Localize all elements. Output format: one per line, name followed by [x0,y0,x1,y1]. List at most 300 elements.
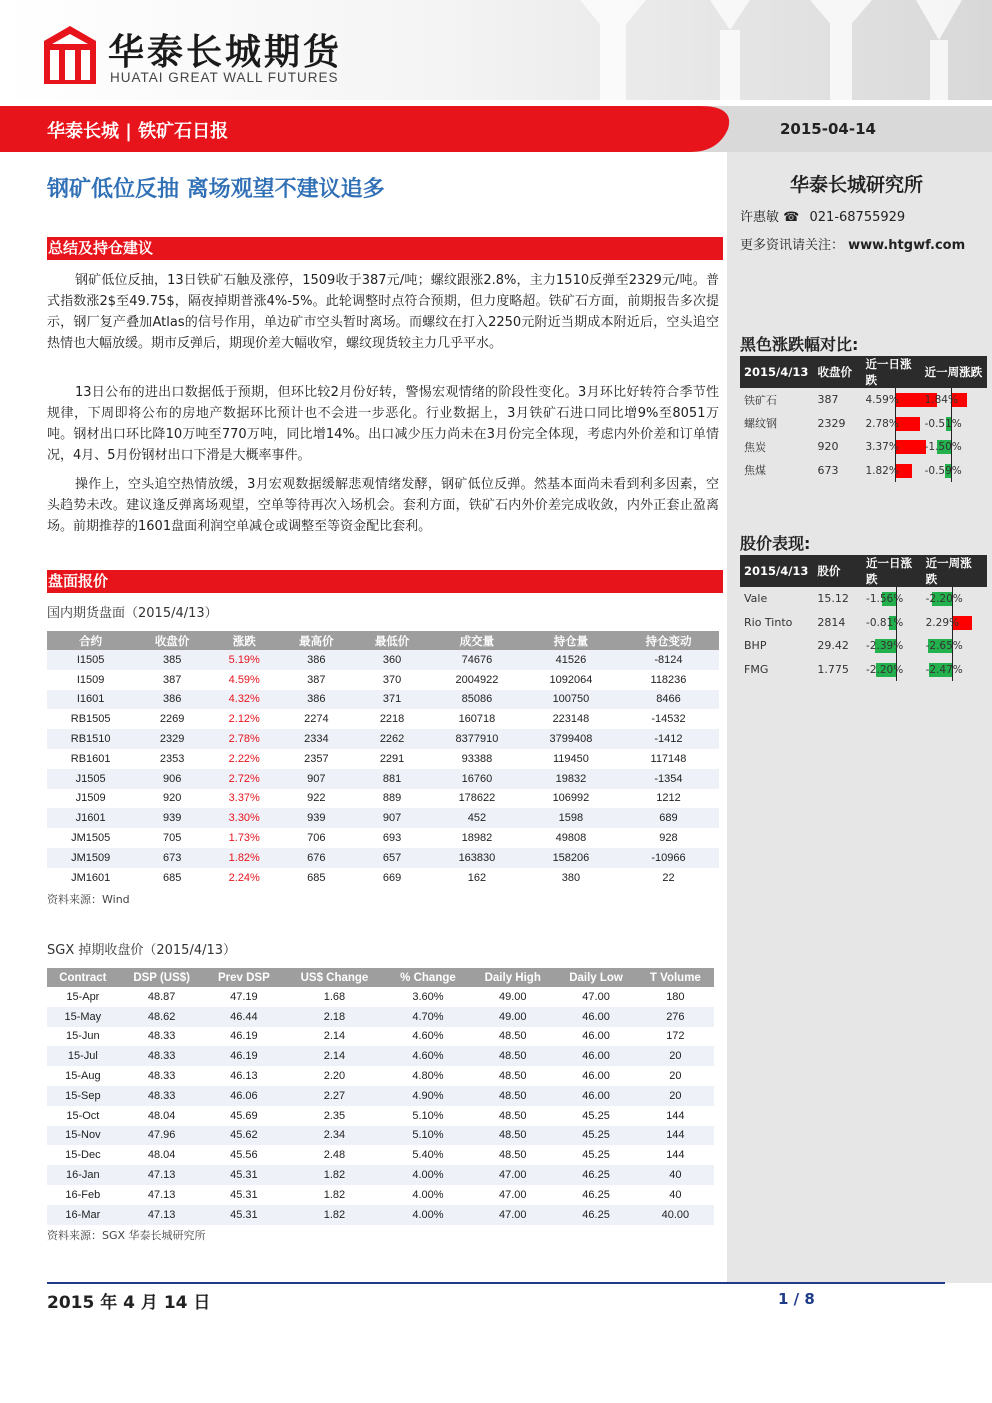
table-cell: 47.13 [119,1165,205,1185]
table-cell: 881 [354,769,430,789]
change-label: -2.65% [925,640,963,653]
col-header: 2015/4/13 [740,356,813,388]
page-number: 1 / 8 [778,1290,815,1308]
table-cell: 2.72% [210,769,278,789]
table-cell: J1601 [47,808,134,828]
col-header: Daily Low [555,968,636,987]
price-cell: 673 [817,463,839,477]
table-cell: 4.80% [412,1070,444,1083]
table-cell: 370 [382,673,402,686]
table-cell: -8124 [618,650,719,670]
table-cell: 20 [637,1046,714,1066]
stock-table [740,555,987,681]
table-row [47,1027,714,1047]
table-cell: 144 [637,1126,714,1146]
change-bar-cell [922,587,987,611]
table-cell: 2274 [304,713,329,726]
table-cell: 2.34 [283,1126,386,1146]
summary-paragraph-2: 13日公布的进出口数据低于预期，但环比较2月份好转，警惕宏观情绪的阶段性变化。3月环比好转符合季节性规律，下周即将公布的房地产数据环比预计也不会进一步恶化。行业数据上，3月铁矿石进口同比增9%至8051万吨。钢材出口环比降10万吨至770万吨，同比增14%。出口减少压力尚未在3月份完全体现，考虑内外价差和订单情况，4月、5月份钢材出口下滑是大概率事件。 [47,385,719,463]
table-cell: 5.40% [412,1149,444,1162]
stock-name: 焦煤 [744,464,766,478]
table-cell: 47.13 [119,1205,205,1225]
table-cell: 47.96 [119,1126,205,1146]
table-cell: 2329 [134,729,210,749]
table-cell: 657 [354,848,430,868]
table-cell: 4.70% [386,1007,470,1027]
change-label: 2.78% [865,417,899,430]
table-row [47,729,719,749]
quote-section-heading [47,570,723,593]
table-cell: 1.68 [323,990,346,1003]
footer-divider [47,1282,945,1284]
change-bar-cell [921,459,987,483]
table-cell: 49808 [555,832,587,845]
table-cell: 2357 [304,752,329,765]
table-cell: 2.24% [228,871,260,884]
col-header: Contract [47,968,119,987]
report-date: 2015-04-14 [780,120,876,138]
up-bar [895,417,920,431]
table-cell: 45.25 [582,1109,610,1122]
table-cell: RB1505 [70,713,111,726]
change-label: -0.59% [924,464,962,477]
col-header: 收盘价 [134,631,210,650]
table-cell: 46.25 [555,1205,636,1225]
table-cell: 46.00 [555,1086,636,1106]
table-cell: -10966 [618,848,719,868]
sidebar [727,152,992,1283]
footer-date: 2015 年 4 月 14 日 [47,1293,211,1313]
table-cell: 5.19% [210,650,278,670]
table-cell: 118236 [650,673,687,686]
table-cell: 1.82 [283,1205,386,1225]
sgx-caption: SGX 掉期收盘价（2015/4/13） [47,943,237,958]
table-cell: 45.31 [205,1205,284,1225]
table-cell: 689 [618,808,719,828]
table-cell: 160718 [458,713,496,726]
table-cell: 40 [637,1165,714,1185]
table-cell: 385 [134,650,210,670]
table-cell: 1212 [656,792,681,805]
brand-name-en: HUATAI GREAT WALL FUTURES [110,70,339,85]
table-cell: 172 [666,1030,685,1043]
table-cell: 922 [307,792,326,805]
change-label: -0.51% [924,417,962,430]
black-compare-table [740,356,987,482]
change-label: -2.20% [866,663,904,676]
table-cell: 46.00 [555,1046,636,1066]
col-header: Daily High [470,968,555,987]
change-bar-cell [861,459,920,483]
table-row [740,412,987,436]
table-cell: 15-Oct [66,1109,100,1122]
change-label: 2.29% [925,616,959,629]
table-row [740,459,987,483]
table-cell: 48.04 [147,1109,176,1122]
stock-name: Rio Tinto [744,615,793,629]
table-cell: 223148 [552,713,590,726]
table-cell: 8466 [618,690,719,710]
table-cell: 48.50 [498,1030,527,1043]
table-cell: 939 [278,808,354,828]
table-cell: 2.35 [323,1109,346,1122]
table-cell: 46.19 [230,1030,258,1043]
table-cell: 2262 [354,729,430,749]
price-cell: 920 [817,440,839,454]
table-cell: 920 [162,792,182,805]
col-header: 股价 [813,555,862,587]
price-cell: 29.42 [817,639,849,653]
table-cell: J1509 [75,792,106,805]
table-row [47,709,719,729]
table-cell: 2291 [379,752,405,765]
col-header: 合约 [47,631,134,650]
table-cell: 46.13 [230,1070,258,1083]
table-row [47,749,719,769]
table-cell: 49.00 [498,990,527,1003]
col-header: 2015/4/13 [740,555,813,587]
table-cell: 144 [666,1109,685,1122]
table-cell: I1509 [76,673,105,686]
table-cell: 15-Nov [47,1126,119,1146]
price-cell: 2814 [817,615,846,629]
stock-name: 螺纹钢 [744,417,777,431]
table-cell: 15-May [47,1007,119,1027]
table-cell: 15-Jul [47,1046,119,1066]
change-bar-cell [862,634,922,658]
table-cell: 928 [659,832,678,845]
table-cell: 45.62 [205,1126,284,1146]
change-label: -1.56% [866,593,904,606]
table-cell: 2.20 [323,1070,346,1083]
table-row [47,690,719,710]
table-cell: 46.44 [205,1007,284,1027]
change-label: -1.50% [924,441,962,454]
table-cell: 669 [382,871,402,884]
header-decoration [560,0,992,100]
main-title: 钢矿低位反抽 离场观望不建议追多 [47,177,385,202]
table-cell: 15-Aug [65,1070,101,1083]
table-row [740,658,987,682]
table-row [47,1185,714,1205]
col-header: 收盘价 [813,356,861,388]
analyst-contact [740,206,905,225]
col-header: T Volume [637,968,714,987]
table-row [47,1145,714,1165]
table-cell: 4.90% [386,1086,470,1106]
change-bar-cell [922,611,987,635]
table-cell: 49.00 [470,1007,555,1027]
change-bar-cell [921,388,987,412]
table-cell: 47.19 [230,990,258,1003]
table-cell: 100750 [524,690,618,710]
quote-heading-text: 盘面报价 [48,572,109,590]
summary-heading-text: 总结及持仓建议 [48,239,154,257]
col-header: % Change [386,968,470,987]
table-cell: 117148 [650,752,687,765]
change-bar-cell [862,611,922,635]
table-cell: 705 [162,832,182,845]
col-header: 近一日涨跌 [861,356,920,388]
table-cell: 15-Jun [66,1030,100,1043]
table-cell: 387 [162,673,182,686]
table-row [47,848,719,868]
table-cell: 906 [134,769,210,789]
table-cell: 276 [637,1007,714,1027]
table-cell: 48.50 [498,1070,527,1083]
col-header: Prev DSP [205,968,284,987]
table-cell: 48.33 [119,1086,205,1106]
change-bar-cell [862,587,922,611]
table-row [740,587,987,611]
col-header: US$ Change [283,968,386,987]
change-bar-cell [861,388,920,412]
table-cell: 40.00 [637,1205,714,1225]
table-cell: 1.82 [323,1188,346,1201]
table-cell: 2218 [379,713,405,726]
table-cell: 15-Apr [66,990,100,1003]
table-cell: 119450 [552,752,589,765]
table-cell: 48.62 [119,1007,205,1027]
stock-name: BHP [744,639,767,653]
col-header: 持仓变动 [618,631,719,650]
table-row [47,1126,714,1146]
table-cell: 371 [354,690,430,710]
table-cell: 2.14 [283,1046,386,1066]
col-header: DSP (US$) [119,968,205,987]
table-row [47,1106,714,1126]
table-row [47,1165,714,1185]
table-cell: 45.31 [230,1188,258,1201]
table-cell: 45.56 [230,1149,258,1162]
table-cell: 178622 [458,792,496,805]
table-row [47,828,719,848]
table-cell: 386 [278,650,354,670]
table-cell: 46.25 [582,1188,610,1201]
table-cell: 4.00% [412,1188,444,1201]
col-header: 最低价 [354,631,430,650]
table-cell: 15-Sep [47,1086,119,1106]
table-cell: JM1509 [47,848,134,868]
price-cell: 15.12 [817,592,849,606]
table-cell: 162 [467,871,487,884]
analyst-name: 许惠敏 [740,210,780,225]
table-cell: 2.18 [283,1007,386,1027]
table-cell: 46.19 [205,1046,284,1066]
col-header: 近一日涨跌 [862,555,922,587]
table-row [47,1066,714,1086]
table-cell: 45.69 [230,1109,258,1122]
table-cell: 2269 [159,713,185,726]
table-cell: 46.00 [582,1070,610,1083]
table-cell: 452 [430,808,524,828]
table-cell: 48.50 [470,1126,555,1146]
table-cell: RB1601 [70,752,111,765]
stock-heading: 股价表现: [740,534,811,553]
table-row [47,1046,714,1066]
table-cell: 2353 [159,752,185,765]
table-cell: 48.33 [119,1046,205,1066]
change-label: -2.39% [866,640,904,653]
table-cell: -14532 [651,713,686,726]
table-cell: 46.06 [205,1086,284,1106]
table-cell: JM1505 [71,832,111,845]
table-cell: 16-Jan [47,1165,119,1185]
table-cell: 45.25 [582,1149,610,1162]
col-header: 持仓量 [524,631,618,650]
stock-name: FMG [744,662,769,676]
table-cell: 48.04 [147,1149,176,1162]
table-row [47,769,719,789]
col-header: 最高价 [278,631,354,650]
table-cell: 19832 [524,769,618,789]
price-cell: 387 [817,393,839,407]
table-cell: 685 [307,871,326,884]
table-cell: 3.60% [412,990,444,1003]
page-header [0,0,992,100]
col-header: 近一周涨跌 [921,356,987,388]
table-cell: 40 [669,1188,682,1201]
table-cell: 386 [134,690,210,710]
table-row [47,868,719,888]
table-cell: 45.25 [555,1126,636,1146]
table-row [47,987,714,1007]
table-cell: 48.87 [147,990,176,1003]
domestic-source: 资料来源：Wind [47,893,130,906]
table-cell: 4.59% [228,673,260,686]
table-cell: -1412 [618,729,719,749]
table-cell: 1.82 [283,1165,386,1185]
table-cell: 907 [278,769,354,789]
table-cell: 2.78% [210,729,278,749]
table-cell: 387 [307,673,326,686]
table-cell: 46.25 [555,1165,636,1185]
table-cell: 3.30% [210,808,278,828]
table-cell: 74676 [430,650,524,670]
table-cell: 16760 [430,769,524,789]
table-cell: 4.00% [386,1165,470,1185]
table-cell: JM1601 [71,871,111,884]
table-cell: 4.60% [412,1030,444,1043]
table-row [740,388,987,412]
table-cell: 685 [162,871,182,884]
change-bar-cell [921,412,987,436]
table-cell: 693 [382,832,402,845]
table-cell: 47.00 [582,990,610,1003]
change-bar-cell [922,634,987,658]
table-cell: 163830 [430,848,524,868]
table-cell: 360 [354,650,430,670]
table-cell: 2.27 [283,1086,386,1106]
table-row [740,435,987,459]
table-cell: 2.14 [323,1030,346,1043]
change-label: -2.47% [925,663,963,676]
table-row [47,1007,714,1027]
change-bar-cell [862,658,922,682]
summary-paragraph-3: 操作上，空头追空热情放缓，3月宏观数据缓解悲观情绪发酵，钢矿低位反弹。然基本面尚未看到利多因素，空头趋势未改。建议逢反弹离场观望，空单等待再次入场机会。套利方面，铁矿石内外价差完成收敛，内外正套止盈离场。前期推荐的1601盘面利润空单减仓或调整至等资金配比套利。 [47,477,719,534]
website-link[interactable]: www.htgwf.com [848,238,966,253]
table-cell: 18982 [461,832,493,845]
table-row [47,808,719,828]
table-cell: 386 [278,690,354,710]
price-cell: 2329 [817,416,846,430]
table-cell: 5.10% [412,1109,444,1122]
table-cell: 22 [662,871,675,884]
table-cell: 16-Feb [65,1188,101,1201]
table-cell: 907 [354,808,430,828]
table-cell: I1505 [47,650,134,670]
table-cell: 3799408 [524,729,618,749]
table-cell: 16-Mar [47,1205,119,1225]
table-cell: I1601 [47,690,134,710]
table-cell: 48.50 [470,1086,555,1106]
change-bar-cell [861,412,920,436]
table-cell: 20 [669,1070,682,1083]
table-cell: 8377910 [430,729,524,749]
table-cell: 144 [666,1149,685,1162]
table-cell: 47.13 [147,1188,176,1201]
table-cell: 20 [637,1086,714,1106]
price-cell: 1.775 [817,662,849,676]
table-row [47,789,719,809]
domestic-futures-table [47,631,719,888]
table-cell: 85086 [430,690,524,710]
sgx-source: 资料来源：SGX 华泰长城研究所 [47,1229,206,1242]
change-label: 4.59% [865,394,899,407]
table-row [47,670,719,690]
table-cell: 48.33 [147,1070,176,1083]
table-row [740,611,987,635]
col-header: 涨跌 [210,631,278,650]
table-cell: 15-Dec [65,1149,101,1162]
table-cell: 706 [307,832,326,845]
table-cell: 2.12% [228,713,260,726]
table-cell: 4.00% [386,1205,470,1225]
change-bar-cell [921,435,987,459]
table-cell: 939 [134,808,210,828]
change-label: -0.81% [866,616,904,629]
table-cell: 158206 [524,848,618,868]
table-cell: 180 [666,990,685,1003]
table-cell: 46.00 [582,1030,610,1043]
table-cell: 46.00 [555,1007,636,1027]
summary-paragraph-1: 钢矿低位反抽，13日铁矿石触及涨停，1509收于387元/吨；螺纹跟涨2.8%，主力1510反弹至2329元/吨。普式指数涨2$至49.75$，隔夜掉期普涨4%-5%。此轮调整时点符合预期，但力度略超。铁矿石方面，前期报告多次提示，钢厂复产叠加Atlas的信号作用，单边矿市空头暂时离场。而螺纹在打入2250元附近当期成本附近后，空头追空热情也大幅放缓。期市反弹后，期现价差大幅收窄，螺纹现货较主力几乎平水。 [47,273,719,351]
table-cell: 889 [382,792,402,805]
table-cell: 48.50 [470,1046,555,1066]
change-label: -2.20% [925,593,963,606]
table-cell: 93388 [461,752,493,765]
table-cell: 48.50 [498,1149,527,1162]
phone-icon: ☎ [783,210,800,225]
table-cell: 5.10% [386,1126,470,1146]
black-compare-heading: 黑色涨跌幅对比: [740,335,859,354]
domestic-caption: 国内期货盘面（2015/4/13） [47,606,218,621]
more-label: 更多资讯请关注： [740,238,845,253]
table-cell: 1.73% [228,832,260,845]
table-cell: 4.32% [210,690,278,710]
change-label: 1.82% [865,464,899,477]
table-cell: 47.00 [470,1205,555,1225]
table-cell: 2.48 [323,1149,346,1162]
stock-name: 铁矿石 [744,393,777,407]
table-cell: RB1510 [47,729,134,749]
sgx-swap-table [47,968,714,1225]
col-header: 近一周涨跌 [922,555,987,587]
table-cell: 676 [278,848,354,868]
report-title: 华泰长城 | 铁矿石日报 [47,121,229,142]
summary-section-heading [47,237,723,260]
table-cell: 1.82% [210,848,278,868]
